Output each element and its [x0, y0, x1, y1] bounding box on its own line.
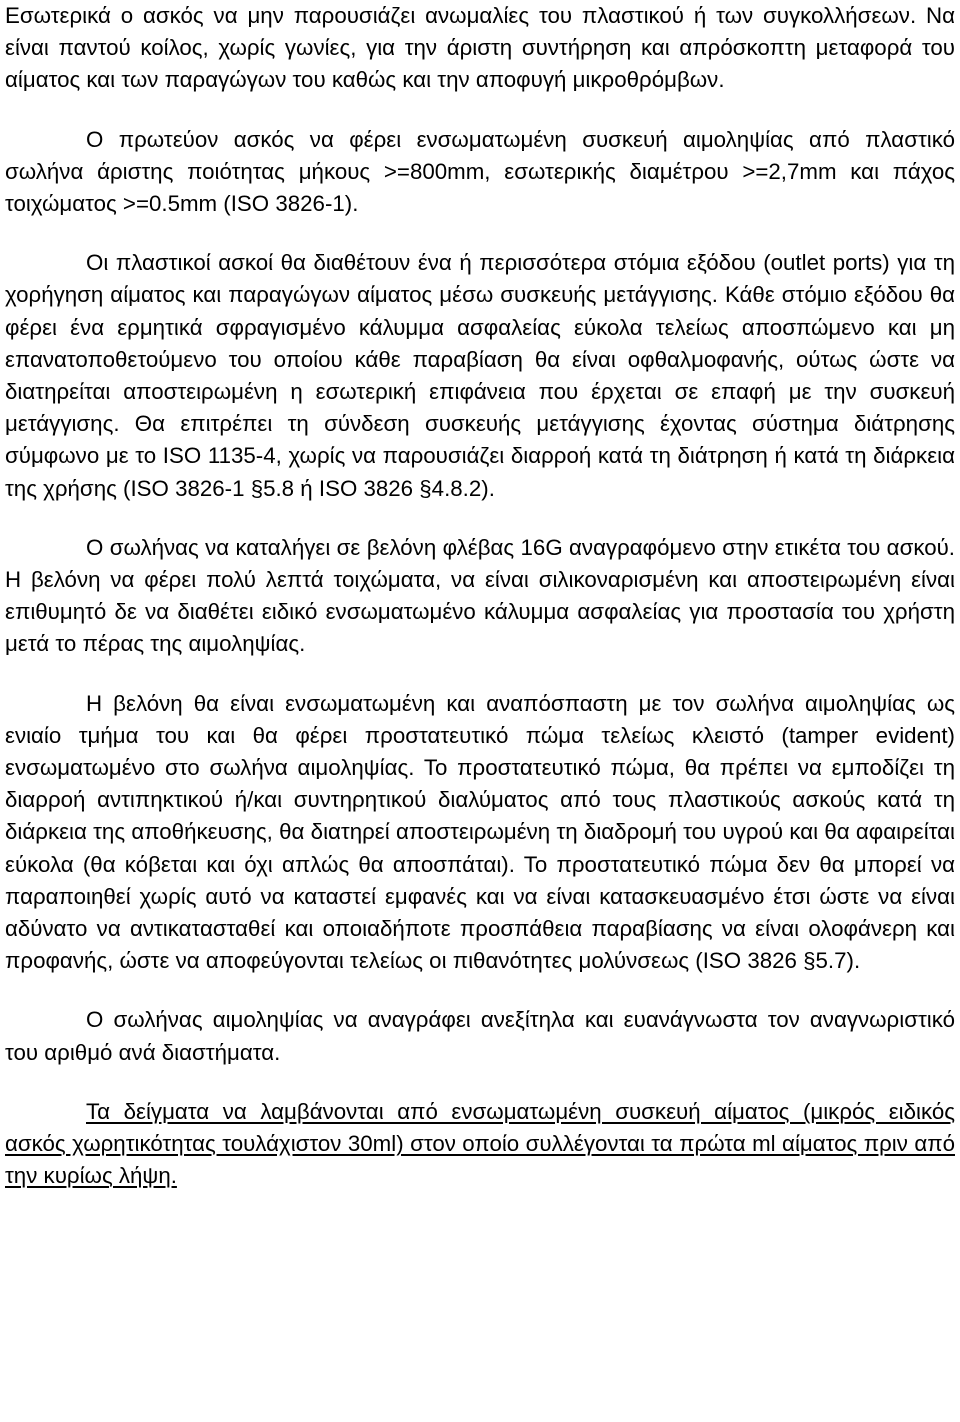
paragraph-gap	[5, 977, 955, 1004]
paragraph-protective-cap: Η βελόνη θα είναι ενσωματωμένη και αναπόσπαστη με τον σωλήνα αιμοληψίας ως ενιαίο τμήμα του και θα φέρει προστατευτικό πώμα τελείως κλειστό (tamper evident) ενσωματωμένο στο σωλήνα αιμοληψίας. Το προστατευτικό πώμα, θα πρέπει να εμποδίζει τη διαρροή αντιπηκτικού ή/και συντηρητικού διαλύματος από τους πλαστικούς ασκούς κατά τη διάρκεια της αποθήκευσης, θα διατηρεί αποστειρωμένη τη διαδρομή του υγρού και θα αφαιρείται εύκολα (θα κόβεται και όχι απλώς θα αποσπάται). Το προστατευτικό πώμα δεν θα μπορεί να παραποιηθεί χωρίς αυτό να καταστεί εμφανές και να είναι κατασκευασμένο έτσι ώστε να είναι αδύνατο να αντικατασταθεί και οποιαδήποτε προσπάθεια παραβίασης να είναι ολοφάνερη και προφανής, ώστε να αποφεύγονται τελείως οι πιθανότητες μολύνσεως (ISO 3826 §5.7).	[5, 690, 955, 974]
paragraph-gap	[5, 661, 955, 688]
paragraph-gap	[5, 97, 955, 124]
paragraph-internal-surface: Εσωτερικά ο ασκός να μην παρουσιάζει ανωμαλίες του πλαστικού ή των συγκολλήσεων. Να είναι παντού κοίλος, χωρίς γωνίες, για την άριστη συντήρηση και απρόσκοπτη μεταφορά του αίματος και των παραγώγων του καθώς και την αποφυγή μικροθρόμβων.	[5, 3, 955, 93]
paragraph-gap	[5, 220, 955, 247]
document-page	[5, 0, 955, 1193]
paragraph-collection-tube: Ο πρωτεύον ασκός να φέρει ενσωματωμένη συσκευή αιμοληψίας από πλαστικό σωλήνα άριστης ποιότητας μήκους >=800mm, εσωτερικής διαμέτρου >=2,7mm και πάχος τοιχώματος >=0.5mm (ISO 3826-1).	[5, 126, 955, 217]
paragraph-gap	[5, 505, 955, 532]
paragraph-samples-underlined: Τα δείγματα να λαμβάνονται από ενσωματωμένη συσκευή αίματος (μικρός ειδικός ασκός χωρητικότητας τουλάχιστον 30ml) στον οποίο συλλέγονται τα πρώτα ml αίματος πριν από την κυρίως λήψη.	[5, 1098, 955, 1189]
paragraph-needle: Ο σωλήνας να καταλήγει σε βελόνη φλέβας 16G αναγραφόμενο στην ετικέτα του ασκού. Η βελόνη να φέρει πολύ λεπτά τοιχώματα, να είναι σιλικοναρισμένη και αποστειρωμένη είναι επιθυμητό δε να διαθέτει ειδικό ενσωματωμένο κάλυμμα ασφαλείας για προστασία του χρήστη μετά το πέρας της αιμοληψίας.	[5, 534, 955, 657]
paragraph-tube-marking: Ο σωλήνας αιμοληψίας να αναγράφει ανεξίτηλα και ευανάγνωστα τον αναγνωριστικό του αριθμό ανά διαστήματα.	[5, 1007, 955, 1065]
paragraph-outlet-ports: Οι πλαστικοί ασκοί θα διαθέτουν ένα ή περισσότερα στόμια εξόδου (outlet ports) για τη χορήγηση αίματος και παραγώγων αίματος μέσω συσκευής μετάγγισης. Κάθε στόμιο εξόδου θα φέρει ένα ερμητικά σφραγισμένο κάλυμμα ασφαλείας εύκολα τελείως αποσπώμενο και μη επανατοποθετούμενο του οποίου κάθε παραβίαση θα είναι οφθαλμοφανής, ούτως ώστε να διατηρείται αποστειρωμένη η εσωτερική επιφάνεια που έρχεται σε επαφή με την συσκευή μετάγγισης. Θα επιτρέπει τη σύνδεση συσκευής μετάγγισης έχοντας σύστημα διάτρησης σύμφωνο με το ISO 1135-4, χωρίς να παρουσιάζει διαρροή κατά τη διάτρηση ή κατά τη διάρκεια της χρήσης (ISO 3826-1 §5.8 ή ISO 3826 §4.8.2).	[5, 250, 955, 501]
paragraph-gap	[5, 1069, 955, 1096]
